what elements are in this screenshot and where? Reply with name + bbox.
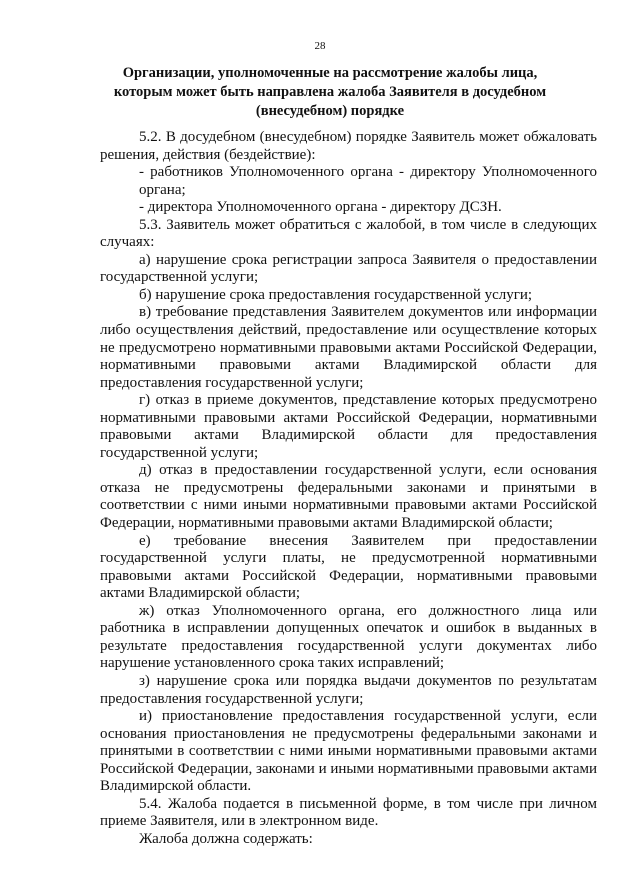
page-number: 28: [314, 40, 326, 52]
list-item-d: д) отказ в предоставлении государственной услуги, если основания отказа не предусмотрены федеральными законами и принятыми в соответствии с ними иными нормативными правовыми актами Российской Федерации, нормативными правовыми актами Владимирской области;: [100, 462, 597, 532]
paragraph-5-2: 5.2. В досудебном (внесудебном) порядке Заявитель может обжаловать решения, действия (бездействие):: [100, 129, 597, 163]
heading-line-3: (внесудебном) порядке: [255, 103, 405, 119]
list-item-e: е) требование внесения Заявителем при предоставлении государственной услуги платы, не предусмотренной нормативными правовыми актами Российской Федерации, нормативными правовыми актами Владимирской области;: [100, 532, 597, 602]
list-item-g: г) отказ в приеме документов, представление которых предусмотрено нормативными правовыми актами Российской Федерации, нормативными правовыми актами Владимирской области для предоставления государственной услуги;: [100, 392, 597, 461]
paragraph-employees: - работников Уполномоченного органа - директору Уполномоченного органа;: [139, 164, 597, 198]
document-body: [100, 129, 597, 848]
paragraph-complaint-contents: Жалоба должна содержать:: [139, 830, 313, 847]
list-item-zh: ж) отказ Уполномоченного органа, его должностного лица или работника в исправлении допущенных опечаток и ошибок в выданных в результате предоставления государственной услуги документах либо нарушение установленного срока таких исправлений;: [100, 602, 597, 672]
heading-line-1: Организации, уполномоченные на рассмотрение жалобы лица,: [122, 65, 538, 81]
section-heading: [110, 64, 550, 121]
paragraph-5-3: 5.3. Заявитель может обратиться с жалобой, в том числе в следующих случаях:: [100, 216, 597, 251]
paragraph-5-4: 5.4. Жалоба подается в письменной форме, в том числе при личном приеме Заявителя, или в электронном виде.: [100, 795, 597, 830]
list-item-i: и) приостановление предоставления государственной услуги, если основания приостановления не предусмотрены федеральными законами и принятыми в соответствии с ними иными нормативными правовыми актами Российской Федерации, законами и иными нормативными правовыми актами Владимирской области.: [100, 708, 598, 795]
heading-line-2: которым может быть направлена жалоба Заявителя в досудебном: [113, 84, 547, 100]
list-item-z: з) нарушение срока или порядка выдачи документов по результатам предоставления государственной услуги;: [100, 672, 597, 707]
list-item-b: б) нарушение срока предоставления государственной услуги;: [139, 286, 533, 303]
list-item-a: а) нарушение срока регистрации запроса Заявителя о предоставлении государственной услуги;: [100, 251, 597, 286]
paragraph-director: - директора Уполномоченного органа - директору ДСЗН.: [139, 199, 502, 216]
list-item-v: в) требование представления Заявителем документов или информации либо осуществления действий, предоставление или осуществление которых не предусмотрено нормативными правовыми актами Российской Федерации, нормативными правовыми актами Владимирской области для предоставления государственной услуги;: [100, 304, 597, 391]
